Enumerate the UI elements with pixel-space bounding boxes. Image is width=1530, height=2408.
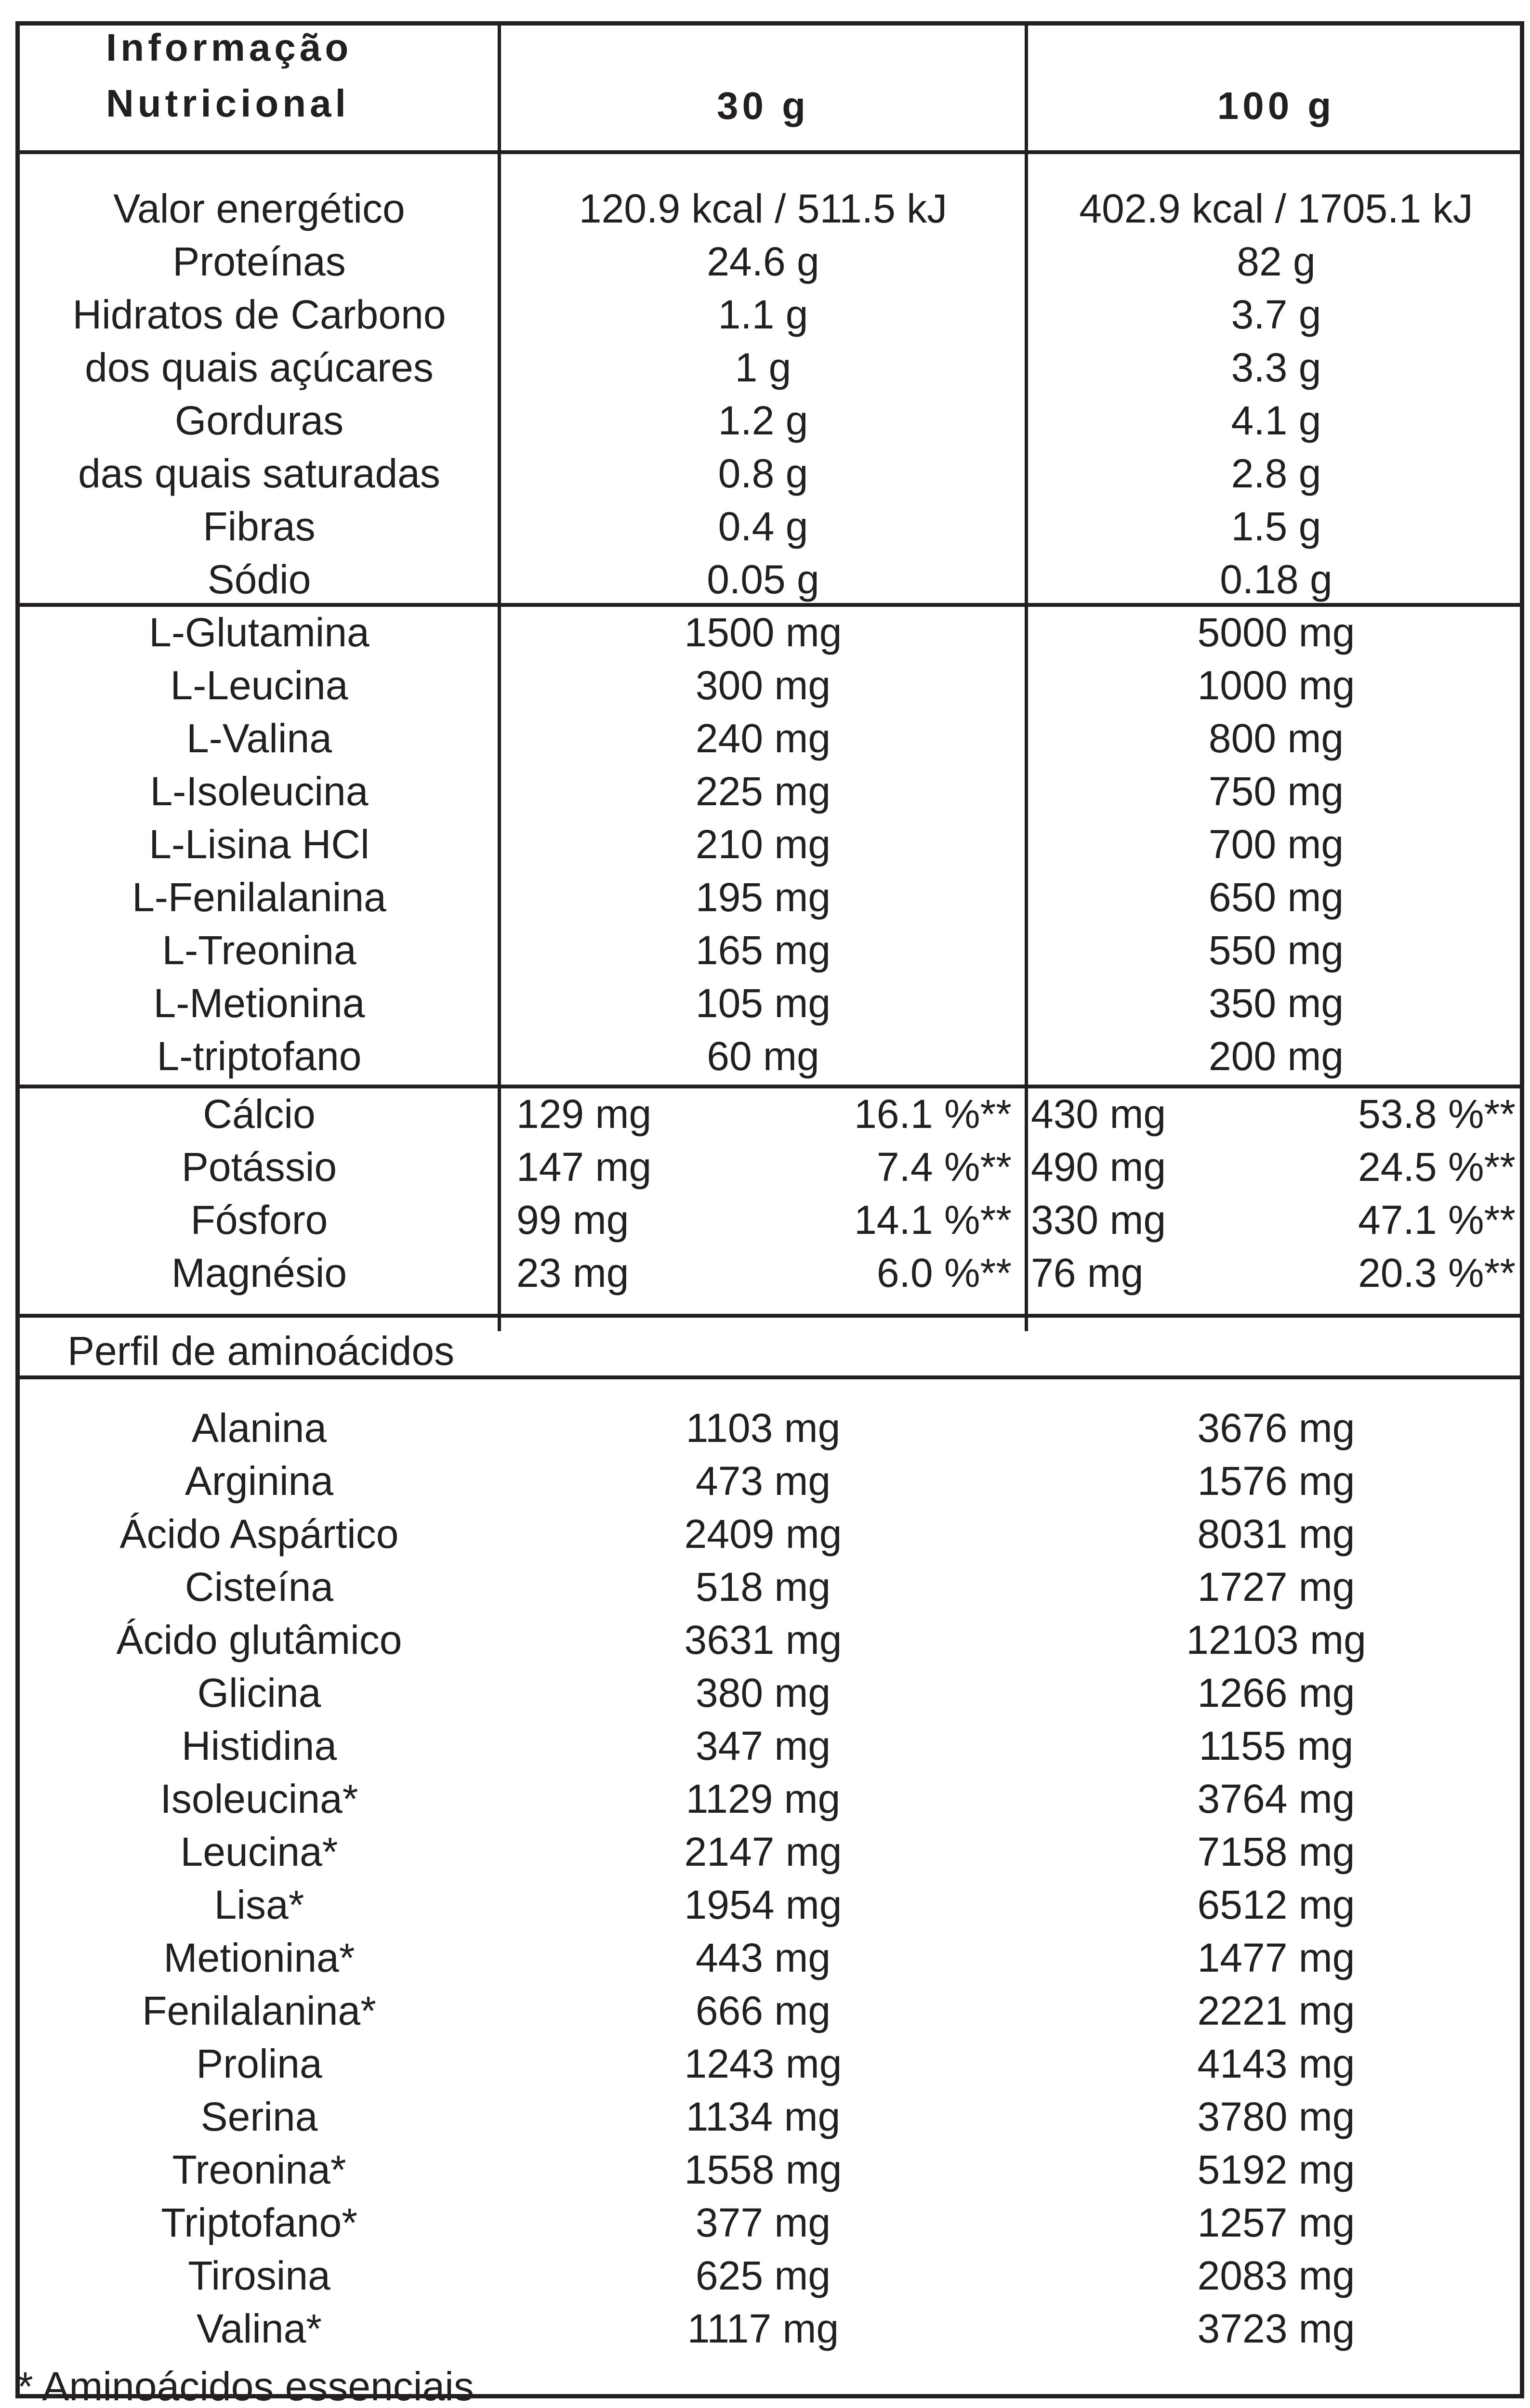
footnote: * Aminoácidos essenciais [17,2364,474,2408]
value-30g: 23 mg [516,1250,629,1296]
value-100g: 3.7 g [1231,292,1321,337]
value-30g: 377 mg [695,2200,831,2245]
row-label: Cálcio [203,1091,316,1137]
value-100g: 402.9 kcal / 1705.1 kJ [1079,186,1473,231]
header-column-30g: 30 g [716,84,810,127]
value-30g: 1 g [735,345,791,390]
value-30g: 240 mg [695,716,831,761]
row-label: Fenilalanina* [142,1988,376,2033]
row-label: das quais saturadas [78,451,440,496]
header-column-100g: 100 g [1217,84,1335,127]
row-label: Fibras [203,504,316,549]
value-100g: 76 mg [1031,1250,1144,1296]
percent-30g: 7.4 %** [876,1144,1012,1190]
value-30g: 0.8 g [718,451,808,496]
row-label: Cisteína [185,1564,334,1610]
value-100g: 1000 mg [1197,663,1355,708]
value-100g: 8031 mg [1197,1511,1355,1557]
header-title-line1: Informação [106,26,353,69]
value-30g: 518 mg [695,1564,831,1610]
row-label: Histidina [181,1723,337,1768]
value-30g: 147 mg [516,1144,652,1190]
value-30g: 1129 mg [686,1776,841,1821]
value-30g: 666 mg [695,1988,831,2033]
value-100g: 4143 mg [1197,2041,1355,2086]
value-100g: 7158 mg [1197,1829,1355,1874]
row-label: L-Treonina [162,928,356,973]
value-30g: 3631 mg [684,1617,842,1662]
value-100g: 1.5 g [1231,504,1321,549]
row-label: Valor energético [113,186,405,231]
value-100g: 3723 mg [1197,2306,1355,2351]
value-30g: 225 mg [695,769,831,814]
value-30g: 347 mg [695,1723,831,1768]
value-100g: 350 mg [1208,981,1344,1026]
value-100g: 650 mg [1208,875,1344,920]
value-30g: 1103 mg [686,1405,841,1451]
value-30g: 165 mg [695,928,831,973]
value-100g: 0.18 g [1220,557,1332,602]
percent-100g: 20.3 %** [1358,1250,1516,1296]
row-label: Sódio [207,557,311,602]
row-label: Glicina [197,1670,321,1715]
percent-100g: 47.1 %** [1358,1197,1516,1243]
value-100g: 5192 mg [1197,2147,1355,2192]
row-label: Arginina [185,1458,334,1504]
value-30g: 1117 mg [687,2306,839,2351]
value-30g: 60 mg [707,1034,819,1079]
percent-30g: 6.0 %** [876,1250,1012,1296]
row-label: L-triptofano [157,1034,362,1079]
row-label: Triptofano* [161,2200,357,2245]
value-30g: 1243 mg [684,2041,842,2086]
percent-100g: 24.5 %** [1358,1144,1516,1190]
row-label: Prolina [196,2041,322,2086]
row-label: Metionina* [163,1935,355,1980]
value-100g: 2.8 g [1231,451,1321,496]
value-100g: 1257 mg [1197,2200,1355,2245]
row-label: dos quais açúcares [85,345,434,390]
value-30g: 99 mg [516,1197,629,1243]
row-label: Treonina* [172,2147,346,2192]
value-30g: 1558 mg [684,2147,842,2192]
row-label: L-Isoleucina [150,769,369,814]
value-100g: 1477 mg [1197,1935,1355,1980]
value-30g: 0.4 g [718,504,808,549]
header-divider [15,150,1524,154]
row-label: L-Valina [186,716,332,761]
value-100g: 12103 mg [1186,1617,1366,1662]
value-100g: 1576 mg [1197,1458,1355,1504]
value-30g: 1954 mg [684,1882,842,1927]
value-100g: 1155 mg [1199,1723,1354,1768]
row-label: Fósforo [190,1197,328,1243]
value-30g: 120.9 kcal / 511.5 kJ [579,186,948,231]
value-100g: 5000 mg [1197,610,1355,655]
value-30g: 0.05 g [707,557,819,602]
value-30g: 380 mg [695,1670,831,1715]
value-30g: 24.6 g [707,239,819,284]
row-label: L-Metionina [153,981,365,1026]
value-100g: 3.3 g [1231,345,1321,390]
row-label: Leucina* [180,1829,338,1874]
value-100g: 490 mg [1031,1144,1166,1190]
value-100g: 200 mg [1208,1034,1344,1079]
value-100g: 550 mg [1208,928,1344,973]
value-30g: 1.2 g [718,398,808,443]
row-label: Ácido glutâmico [116,1617,402,1662]
row-label: Ácido Aspártico [119,1511,399,1557]
row-label: Potássio [181,1144,337,1190]
row-label: Isoleucina* [160,1776,358,1821]
value-30g: 210 mg [695,822,831,867]
value-100g: 3780 mg [1197,2094,1355,2139]
value-30g: 300 mg [695,663,831,708]
value-100g: 6512 mg [1197,1882,1355,1927]
value-30g: 2147 mg [684,1829,842,1874]
row-label: Serina [200,2094,318,2139]
value-100g: 430 mg [1031,1091,1166,1137]
row-label: Valina* [197,2306,322,2351]
row-label: Proteínas [172,239,346,284]
value-30g: 625 mg [695,2253,831,2298]
value-100g: 2083 mg [1197,2253,1355,2298]
row-label: Hidratos de Carbono [72,292,446,337]
row-label: Magnésio [171,1250,347,1296]
value-30g: 105 mg [695,981,831,1026]
percent-100g: 53.8 %** [1358,1091,1516,1137]
value-30g: 473 mg [695,1458,831,1504]
value-30g: 1134 mg [686,2094,841,2139]
value-30g: 1500 mg [684,610,842,655]
row-label: Lisa* [214,1882,304,1927]
value-30g: 195 mg [695,875,831,920]
row-label: L-Glutamina [149,610,369,655]
value-30g: 443 mg [695,1935,831,1980]
percent-30g: 14.1 %** [854,1197,1012,1243]
value-100g: 800 mg [1208,716,1344,761]
minerals-divider [15,1314,1524,1318]
profile-title: Perfil de aminoácidos [67,1328,455,1374]
row-label: Alanina [191,1405,327,1451]
value-100g: 3676 mg [1197,1405,1355,1451]
column-divider-2 [1025,21,1028,1331]
value-30g: 1.1 g [718,292,808,337]
value-30g: 2409 mg [684,1511,842,1557]
value-100g: 1266 mg [1197,1670,1355,1715]
row-label: L-Lisina HCl [149,822,369,867]
row-label: L-Fenilalanina [132,875,386,920]
percent-30g: 16.1 %** [854,1091,1012,1137]
value-100g: 700 mg [1208,822,1344,867]
value-30g: 129 mg [516,1091,652,1137]
value-100g: 750 mg [1208,769,1344,814]
value-100g: 4.1 g [1231,398,1321,443]
row-label: L-Leucina [170,663,348,708]
value-100g: 3764 mg [1197,1776,1355,1821]
value-100g: 330 mg [1031,1197,1166,1243]
row-label: Gorduras [174,398,344,443]
row-label: Tirosina [188,2253,330,2298]
value-100g: 2221 mg [1197,1988,1355,2033]
value-100g: 1727 mg [1197,1564,1355,1610]
header-title-line2: Nutricional [106,82,350,125]
value-100g: 82 g [1237,239,1316,284]
